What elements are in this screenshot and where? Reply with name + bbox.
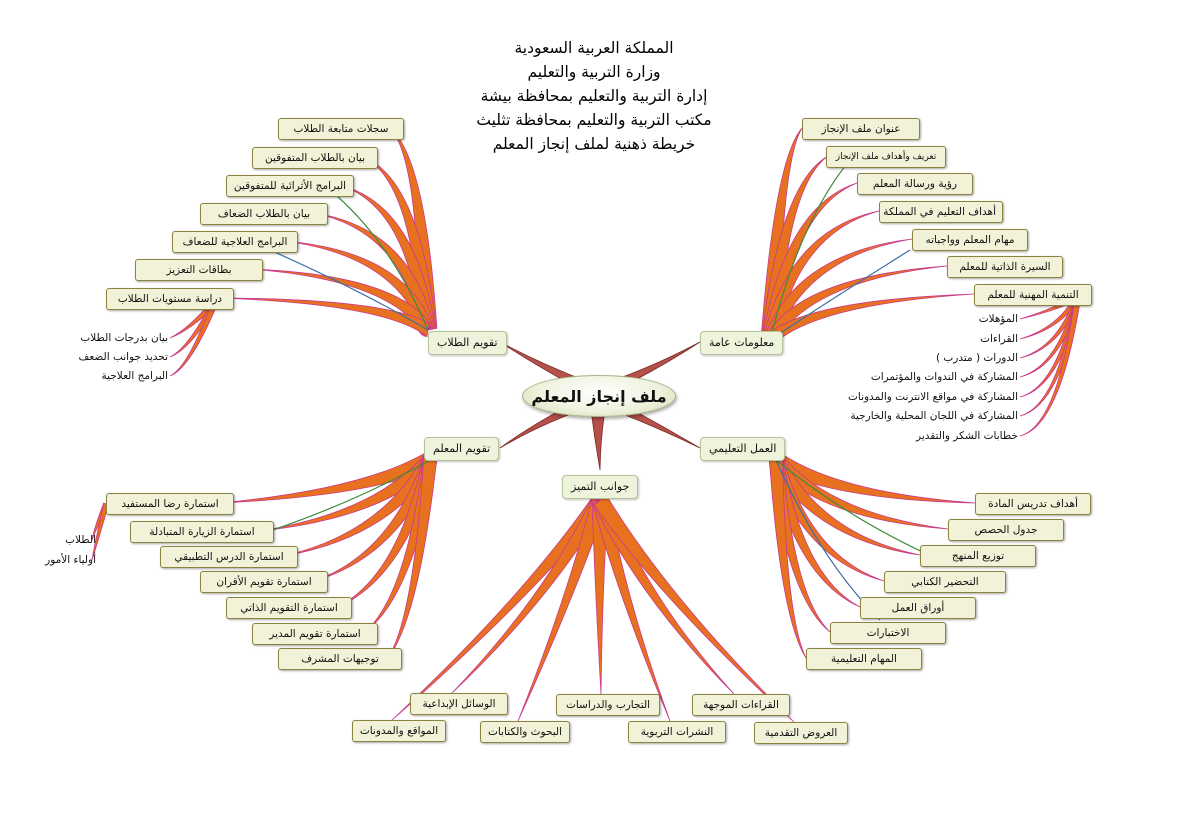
branch-excellence: جوانب التميز (562, 475, 638, 499)
leaf-excellence: العروض التقدمية (754, 722, 848, 744)
header-line-3: إدارة التربية والتعليم بمحافظة بيشة (480, 87, 708, 105)
leaf-teaching-work: المهام التعليمية (806, 648, 922, 670)
leaf-teaching-work: توزيع المنهج (920, 545, 1036, 567)
leaf-general-info: تعريف وأهداف ملف الإنجاز (826, 146, 946, 168)
subleaf-beneficiaries: أولياء الأمور (45, 554, 96, 566)
leaf-student-evaluation: دراسة مستويات الطلاب (106, 288, 234, 310)
subleaf-student-levels: بيان بدرجات الطلاب (80, 332, 168, 344)
leaf-teacher-evaluation: استمارة رضا المستفيد (106, 493, 234, 515)
header-line-1: المملكة العربية السعودية (514, 39, 674, 57)
leaf-student-evaluation: بطاقات التعزيز (135, 259, 263, 281)
leaf-excellence: التجارب والدراسات (556, 694, 660, 716)
leaf-excellence: القراءات الموجهة (692, 694, 790, 716)
subleaf-prof-dev: خطابات الشكر والتقدير (916, 430, 1018, 442)
branch-teacher-evaluation: تقويم المعلم (424, 437, 499, 461)
leaf-general-info: مهام المعلم وواجباته (912, 229, 1028, 251)
subleaf-prof-dev: المؤهلات (978, 313, 1018, 325)
header-line-2: وزارة التربية والتعليم (527, 63, 661, 81)
leaf-student-evaluation: بيان بالطلاب الضعاف (200, 203, 328, 225)
header-line-5: خريطة ذهنية لملف إنجاز المعلم (492, 135, 696, 153)
subleaf-prof-dev: القراءات (980, 333, 1018, 345)
subleaf-prof-dev: المشاركة في اللجان المحلية والخارجية (850, 410, 1018, 422)
subleaf-beneficiaries: الطلاب (65, 534, 96, 546)
leaf-teacher-evaluation: توجيهات المشرف (278, 648, 402, 670)
leaf-teaching-work: أوراق العمل (860, 597, 976, 619)
leaf-excellence: النشرات التربوية (628, 721, 726, 743)
leaf-student-evaluation: البرامج العلاجية للضعاف (172, 231, 298, 253)
leaf-general-info: رؤية ورسالة المعلم (857, 173, 973, 195)
leaf-general-info: التنمية المهنية للمعلم (974, 284, 1092, 306)
subleaf-prof-dev: المشاركة في مواقع الانترنت والمدونات (847, 391, 1018, 403)
leaf-teacher-evaluation: استمارة الزيارة المتبادلة (130, 521, 274, 543)
leaf-teacher-evaluation: استمارة تقويم الأقران (200, 571, 328, 593)
leaf-general-info: عنوان ملف الإنجاز (802, 118, 920, 140)
spoke-excellence (591, 410, 605, 470)
fan-excellence (592, 498, 670, 721)
leaf-teacher-evaluation: استمارة الدرس التطبيقي (160, 546, 298, 568)
center-node: ملف إنجاز المعلم (522, 375, 676, 417)
fan-excellence (594, 495, 794, 722)
leaf-teaching-work: الاختبارات (830, 622, 946, 644)
subleaf-prof-dev: الدورات ( متدرب ) (935, 352, 1018, 364)
subleaf-prof-dev: المشاركة في الندوات والمؤتمرات (870, 371, 1018, 383)
leaf-teacher-evaluation: استمارة تقويم المدير (252, 623, 378, 645)
leaf-teacher-evaluation: استمارة التقويم الذاتي (226, 597, 352, 619)
subleaf-student-levels: تحديد جوانب الضعف (78, 351, 168, 363)
leaf-excellence: المواقع والمدونات (352, 720, 446, 742)
header-line-4: مكتب التربية والتعليم بمحافظة تثليث (476, 111, 712, 129)
leaf-general-info: السيرة الذاتية للمعلم (947, 256, 1063, 278)
leaf-teaching-work: أهداف تدريس المادة (975, 493, 1091, 515)
leaf-excellence: الوسائل الإبداعية (410, 693, 508, 715)
leaf-teaching-work: التحضير الكتابي (884, 571, 1006, 593)
leaf-student-evaluation: سجلات متابعة الطلاب (278, 118, 404, 140)
leaf-excellence: البحوث والكتابات (480, 721, 570, 743)
leaf-teaching-work: جدول الحصص (948, 519, 1064, 541)
leaf-student-evaluation: البرامج الأثرائية للمتفوقين (226, 175, 354, 197)
branch-teaching-work: العمل التعليمي (700, 437, 785, 461)
subleaf-student-levels: البرامج العلاجية (101, 370, 168, 382)
leaf-student-evaluation: بيان بالطلاب المتفوقين (252, 147, 378, 169)
branch-student-evaluation: تقويم الطلاب (428, 331, 507, 355)
branch-general-info: معلومات عامة (700, 331, 783, 355)
fan-excellence (452, 495, 606, 693)
leaf-general-info: أهداف التعليم في المملكة (879, 201, 1003, 223)
